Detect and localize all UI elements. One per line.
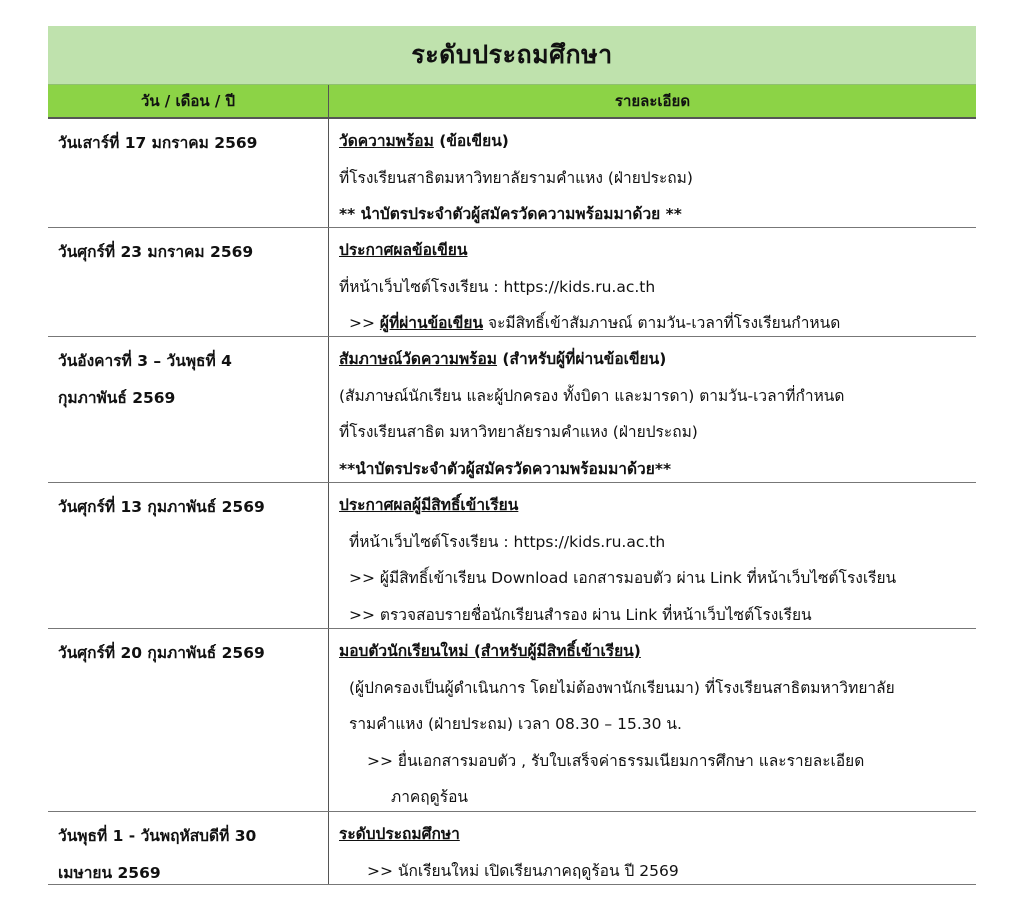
detail-line: ที่หน้าเว็บไซต์โรงเรียน : https://kids.ru.ac.th [339, 277, 656, 296]
date-cell [48, 119, 329, 227]
table-row [48, 337, 976, 483]
detail-heading: วัดความพร้อม [339, 132, 434, 150]
detail-heading: มอบตัวนักเรียนใหม่ (สำหรับผู้มีสิทธิ์เข้าเรียน) [339, 642, 641, 660]
detail-cell [329, 812, 976, 884]
detail-line: >> ตรวจสอบรายชื่อนักเรียนสำรอง ผ่าน Link ที่หน้าเว็บไซต์โรงเรียน [349, 605, 812, 624]
detail-line: (สัมภาษณ์นักเรียน และผู้ปกครอง ทั้งบิดา และมารดา) ตามวัน-เวลาที่กำหนด [339, 386, 845, 405]
detail-cell [329, 483, 976, 628]
detail-emphasis: ผู้ที่ผ่านข้อเขียน [379, 314, 484, 332]
detail-note: ** นำบัตรประจำตัวผู้สมัครวัดความพร้อมมาด้วย ** [339, 205, 682, 223]
detail-column-header: รายละเอียด [614, 92, 691, 110]
detail-line: รามคำแหง (ฝ่ายประถม) เวลา 08.30 – 15.30 น. [349, 715, 682, 733]
table-row [48, 629, 976, 812]
detail-text: จะมีสิทธิ์เข้าสัมภาษณ์ ตามวัน-เวลาที่โรงเรียนกำหนด [483, 314, 841, 332]
table-row [48, 119, 976, 228]
date-text: วันอังคารที่ 3 – วันพุธที่ 4 [58, 352, 232, 370]
detail-note: **นำบัตรประจำตัวผู้สมัครวัดความพร้อมมาด้วย** [339, 459, 672, 478]
detail-cell [329, 629, 976, 811]
date-text: กุมภาพันธ์ 2569 [58, 389, 176, 407]
date-text: วันศุกร์ที่ 20 กุมภาพันธ์ 2569 [58, 644, 265, 662]
date-cell [48, 629, 329, 811]
date-text: เมษายน 2569 [58, 864, 161, 882]
detail-line: ที่โรงเรียนสาธิต มหาวิทยาลัยรามคำแหง (ฝ่ายประถม) [339, 423, 698, 441]
schedule-table [48, 26, 976, 885]
table-row [48, 812, 976, 885]
date-text: วันศุกร์ที่ 23 มกราคม 2569 [58, 243, 254, 261]
detail-heading: สัมภาษณ์วัดความพร้อม [339, 350, 498, 368]
detail-cell [329, 119, 976, 227]
date-cell [48, 812, 329, 884]
detail-cell [329, 337, 976, 482]
detail-line: >> ผู้มีสิทธิ์เข้าเรียน Download เอกสารมอบตัว ผ่าน Link ที่หน้าเว็บไซต์โรงเรียน [349, 569, 897, 587]
date-cell [48, 337, 329, 482]
detail-arrow: >> [349, 314, 380, 332]
date-cell [48, 483, 329, 628]
date-text: วันศุกร์ที่ 13 กุมภาพันธ์ 2569 [58, 498, 265, 516]
table-row [48, 228, 976, 337]
detail-line: ภาคฤดูร้อน [391, 788, 468, 806]
detail-line: ที่หน้าเว็บไซต์โรงเรียน : https://kids.ru.ac.th [349, 532, 666, 551]
table-row [48, 483, 976, 629]
detail-line: ที่โรงเรียนสาธิตมหาวิทยาลัยรามคำแหง (ฝ่ายประถม) [339, 168, 693, 187]
date-text: วันเสาร์ที่ 17 มกราคม 2569 [58, 134, 258, 152]
detail-heading-suffix: (สำหรับผู้ที่ผ่านข้อเขียน) [497, 350, 667, 368]
detail-line: >> ยื่นเอกสารมอบตัว , รับใบเสร็จค่าธรรมเนียมการศึกษา และรายละเอียด [367, 751, 865, 770]
detail-heading-line [339, 123, 976, 160]
table-title: ระดับประถมศึกษา [48, 26, 976, 85]
detail-heading: ระดับประถมศึกษา [339, 825, 460, 843]
date-cell [48, 228, 329, 336]
date-text: วันพุธที่ 1 - วันพฤหัสบดีที่ 30 [58, 827, 257, 845]
detail-heading-suffix: (ข้อเขียน) [433, 132, 509, 150]
detail-heading: ประกาศผลข้อเขียน [339, 241, 468, 259]
detail-heading: ประกาศผลผู้มีสิทธิ์เข้าเรียน [339, 496, 519, 514]
detail-heading-line [339, 341, 976, 378]
detail-cell [329, 228, 976, 336]
table-header [48, 85, 976, 119]
date-column-header: วัน / เดือน / ปี [48, 85, 329, 117]
detail-line: (ผู้ปกครองเป็นผู้ดำเนินการ โดยไม่ต้องพานักเรียนมา) ที่โรงเรียนสาธิตมหาวิทยาลัย [349, 678, 895, 697]
detail-line: >> นักเรียนใหม่ เปิดเรียนภาคฤดูร้อน ปี 2569 [367, 861, 679, 880]
